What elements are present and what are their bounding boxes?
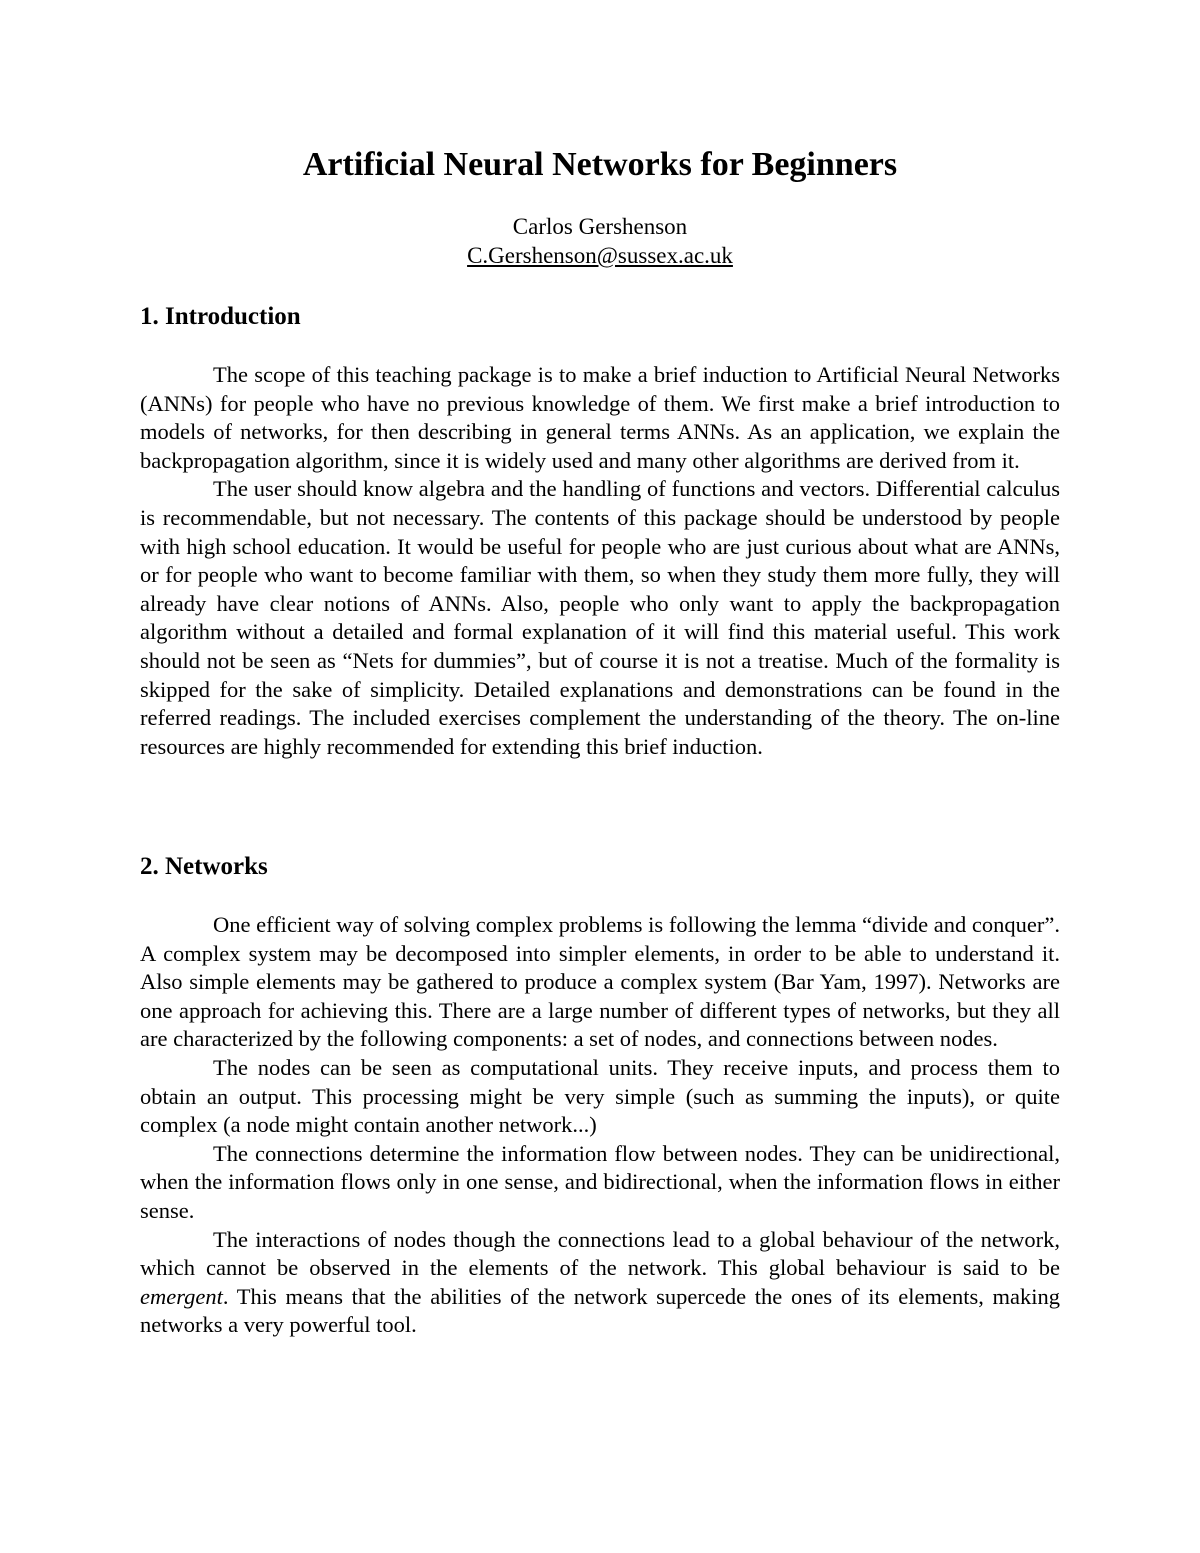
section-networks [140,851,1060,1340]
paragraph: The scope of this teaching package is to make a brief induction to Artificial Neural Networks (ANNs) for people who have no previous knowledge of them. We first make a brief introduction to models of networks, for then describing in general terms ANNs. As an application, we explain the backpropagation algorithm, since it is widely used and many other algorithms are derived from it. [140,362,1060,473]
paper-page [140,0,1060,1553]
section-body [140,911,1060,1340]
paragraph-emergent [140,1226,1060,1340]
author-name: Carlos Gershenson [512,214,688,239]
author-email-link[interactable]: C.Gershenson@sussex.ac.uk [467,243,733,268]
author-email [140,241,1060,270]
paragraph-text-after: . This means that the abilities of the network supercede the ones of its elements, making networks a very powerful tool. [140,1283,1060,1338]
paragraph: The connections determine the information flow between nodes. They can be unidirectional, when the information flows only in one sense, and bidirectional, when the information flows in either sense. [140,1140,1060,1223]
paragraph-text-before: The interactions of nodes though the connections lead to a global behaviour of the network, which cannot be observed in the elements of the network. This global behaviour is said to be [140,1226,1060,1281]
paper-title: Artificial Neural Networks for Beginners [302,146,898,183]
paragraph: The nodes can be seen as computational units. They receive inputs, and process them to obtain an output. This processing might be very simple (such as summing the inputs), or quite complex (a node might contain another network...) [140,1054,1060,1138]
section-heading: 2. Networks [140,853,268,880]
section-body [140,361,1060,761]
emergent-term: emergent [140,1283,223,1309]
section-heading: 1. Introduction [140,303,301,330]
paragraph: One efficient way of solving complex problems is following the lemma “divide and conquer”. A complex system may be decomposed into simpler elements, in order to be able to understand it. Also simple elements may be gathered to produce a complex system (Bar Yam, 1997). Networks are one approach for achieving this. There are a large number of different types of networks, but they all are characterized by the following components: a set of nodes, and connections between nodes. [140,912,1060,1052]
section-introduction [140,301,1060,761]
paragraph: The user should know algebra and the handling of functions and vectors. Differential calculus is recommendable, but not necessary. The contents of this package should be understood by people with high school education. It would be useful for people who are just curious about what are ANNs, or for people who want to become familiar with them, so when they study them more fully, they will already have clear notions of ANNs. Also, people who only want to apply the backpropagation algorithm without a detailed and formal explanation of it will find this material useful. This work should not be seen as “Nets for dummies”, but of course it is not a treatise. Much of the formality is skipped for the sake of simplicity. Detailed explanations and demonstrations can be found in the referred readings. The included exercises complement the understanding of the theory. The on-line resources are highly recommended for extending this brief induction. [140,476,1060,759]
